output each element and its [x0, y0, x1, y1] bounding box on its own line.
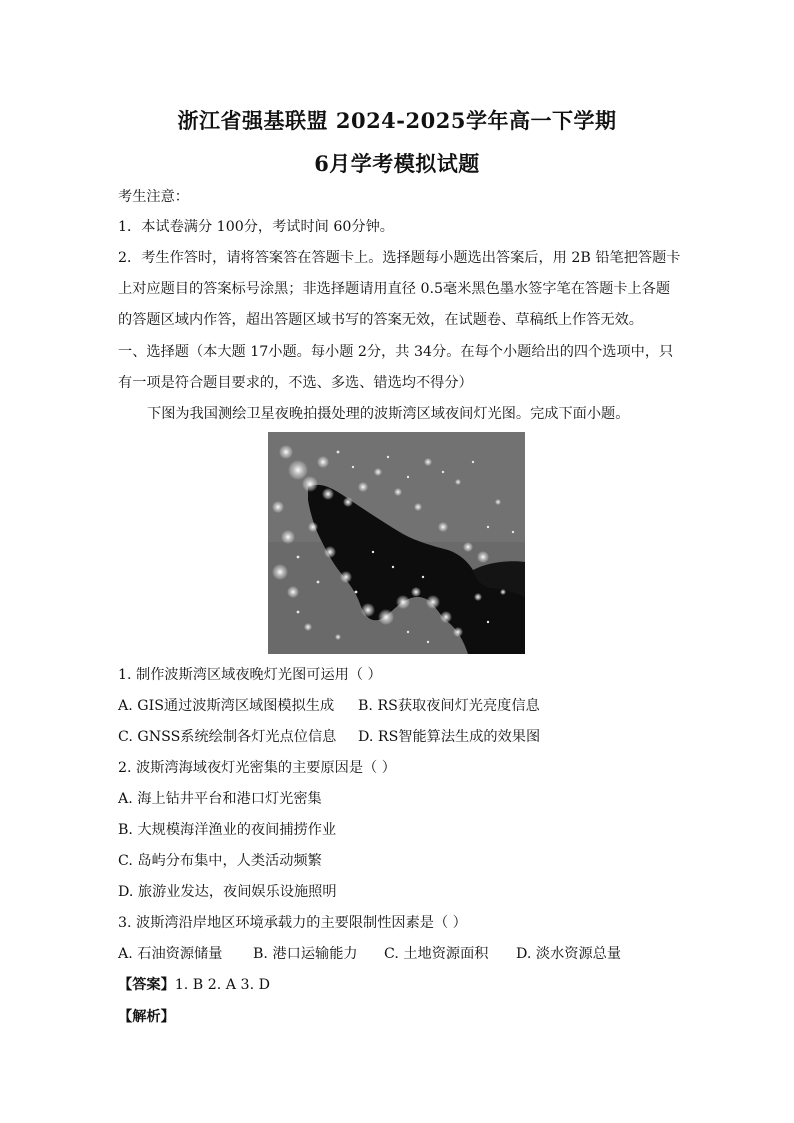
q1-option-b[interactable]: B. RS获取夜间灯光亮度信息 — [358, 698, 540, 714]
q1-options-row1 — [118, 697, 540, 715]
section-heading-line2: 有一项是符合题目要求的，不选、多选、错选均不得分） — [118, 375, 473, 391]
q3-option-c[interactable]: C. 土地资源面积 — [384, 946, 489, 962]
q3-options-row — [118, 945, 621, 963]
answer-label: 【答案】 — [118, 977, 175, 993]
notice-heading: 考生注意： — [118, 189, 189, 205]
notice-item-2-line3: 的答题区域内作答，超出答题区域书写的答案无效，在试题卷、草稿纸上作答无效。 — [118, 312, 643, 328]
answer-line — [118, 976, 270, 994]
q1-option-c[interactable]: C. GNSS系统绘制各灯光点位信息 — [118, 729, 337, 745]
q2-option-d[interactable]: D. 旅游业发达，夜间娱乐设施照明 — [118, 884, 337, 900]
answer-values: 1. B 2. A 3. D — [174, 977, 270, 993]
page-title-line2: 6月学考模拟试题 — [314, 151, 480, 176]
q2-stem: 2. 波斯湾海域夜灯光密集的主要原因是（ ） — [118, 760, 396, 776]
persian-gulf-map-graphic — [268, 432, 525, 654]
q3-option-d[interactable]: D. 淡水资源总量 — [516, 946, 622, 962]
q3-option-b[interactable]: B. 港口运输能力 — [253, 946, 358, 962]
q1-options-row2 — [118, 728, 540, 746]
section-intro: 下图为我国测绘卫星夜晚拍摄处理的波斯湾区域夜间灯光图。完成下面小题。 — [147, 406, 630, 422]
page-title-line1: 浙江省强基联盟 2024-2025学年高一下学期 — [177, 108, 617, 133]
q3-stem: 3. 波斯湾沿岸地区环境承载力的主要限制性因素是（ ） — [118, 915, 467, 931]
notice-item-2-line2: 上对应题目的答案标号涂黑；非选择题请用直径 0.5毫米黑色墨水签字笔在答题卡上各题 — [118, 281, 671, 297]
q1-stem: 1. 制作波斯湾区域夜晚灯光图可运用（ ） — [118, 667, 382, 683]
analysis-label: 【解析】 — [118, 1009, 175, 1025]
q1-option-d[interactable]: D. RS智能算法生成的效果图 — [358, 729, 541, 745]
night-lights-satellite-image — [268, 432, 525, 654]
section-heading-line1: 一、选择题（本大题 17小题。每小题 2分，共 34分。在每个小题给出的四个选项中，只 — [118, 344, 674, 360]
q2-option-b[interactable]: B. 大规模海洋渔业的夜间捕捞作业 — [118, 822, 337, 838]
q2-option-a[interactable]: A. 海上钻井平台和港口灯光密集 — [118, 791, 322, 807]
notice-item-2-line1: 2．考生作答时，请将答案答在答题卡上。选择题每小题选出答案后，用 2B 铅笔把答题卡 — [118, 250, 681, 266]
q1-option-a[interactable]: A. GIS通过波斯湾区域图模拟生成 — [118, 698, 335, 714]
notice-item-1: 1．本试卷满分 100分，考试时间 60分钟。 — [118, 219, 394, 235]
q2-option-c[interactable]: C. 岛屿分布集中，人类活动频繁 — [118, 853, 322, 869]
analysis-line — [118, 1008, 175, 1026]
q3-option-a[interactable]: A. 石油资源储量 — [118, 946, 223, 962]
